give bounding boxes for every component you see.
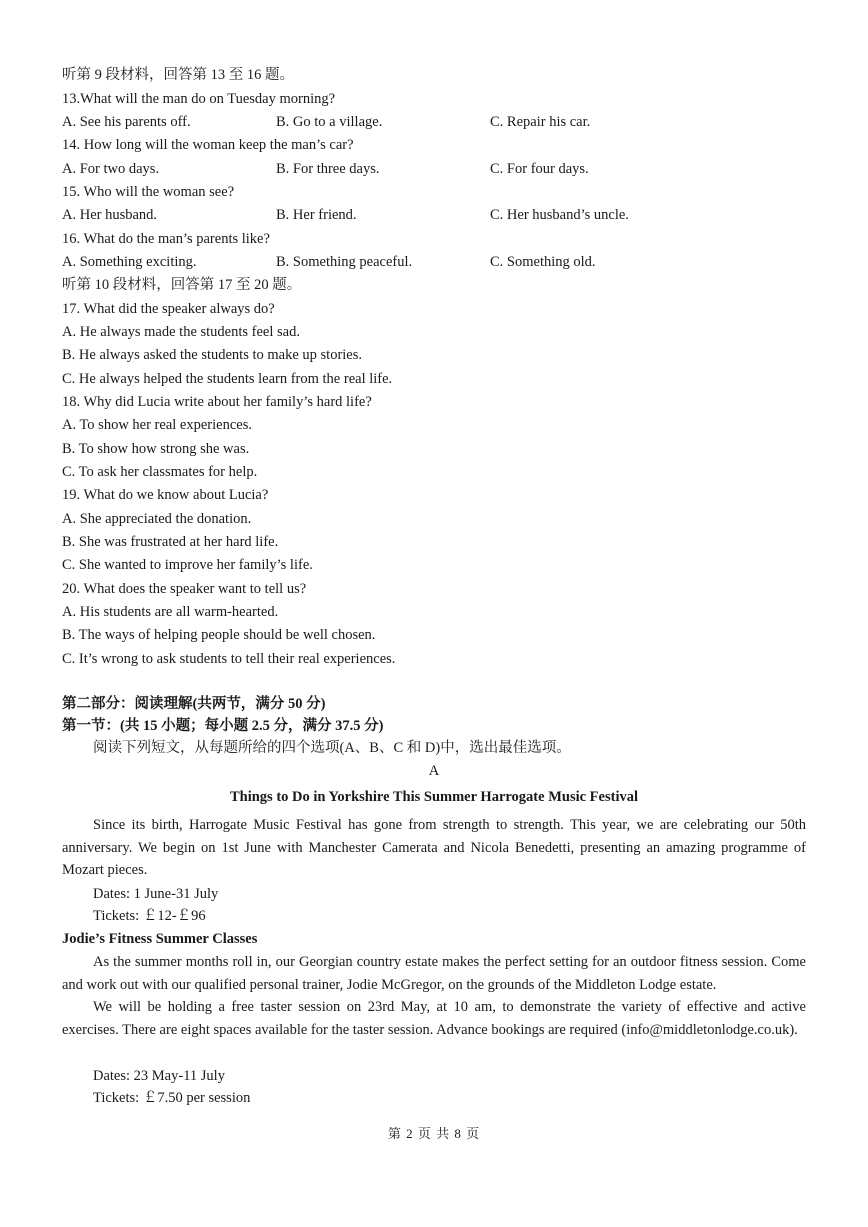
passage-letter: A [428,763,440,779]
question-19-stem: 19. What do we know about Lucia? [62,487,269,503]
question-17-option-a: A. He always made the students feel sad. [62,324,300,340]
question-19-option-b: B. She was frustrated at her hard life. [62,534,279,550]
question-13-stem: 13.What will the man do on Tuesday morning? [62,91,336,107]
listening-intro-10: 听第 10 段材料，回答第 17 至 20 题。 [62,277,302,293]
reading-instruction: 阅读下列短文，从每题所给的四个选项(A、B、C 和 D)中，选出最佳选项。 [93,740,571,756]
question-18-option-a: A. To show her real experiences. [62,417,252,433]
question-15-stem: 15. Who will the woman see? [62,184,235,200]
passage-title: Things to Do in Yorkshire This Summer Harrogate Music Festival [229,789,639,805]
question-18-stem: 18. Why did Lucia write about her family’s hard life? [62,394,372,410]
question-15-option-a: A. Her husband. [62,207,158,223]
question-15-option-b: B. Her friend. [276,207,357,223]
fitness-tickets: Tickets: ￡7.50 per session [93,1090,251,1106]
question-15-option-c: C. Her husband’s uncle. [490,207,629,223]
question-18-option-b: B. To show how strong she was. [62,441,250,457]
fitness-heading: Jodie’s Fitness Summer Classes [62,931,258,947]
fitness-dates: Dates: 23 May-11 July [93,1068,225,1084]
fitness-paragraph-1: As the summer months roll in, our Georgian country estate makes the perfect setting for an outdoor fitness session. Come and work out with our qualified personal trainer, Jodie McGregor, on the grounds of the Middleton Lodge estate. [62,954,806,993]
fitness-paragraph-2: We will be holding a free taster session on 23rd May, at 10 am, to demonstrate the variety of effective and active exercises. There are eight spaces available for the taster session. Advance bookings are required (info@middletonlodge.co.uk). [62,999,806,1038]
question-20-option-b: B. The ways of helping people should be well chosen. [62,627,376,643]
festival-paragraph: Since its birth, Harrogate Music Festival has gone from strength to strength. This year, we are celebrating our 50th anniversary. We begin on 1st June with Manchester Camerata and Nicola Benedetti, presenting an amazing programme of Mozart pieces. [62,817,806,878]
question-16-option-a: A. Something exciting. [62,254,197,270]
listening-intro-9: 听第 9 段材料，回答第 13 至 16 题。 [62,67,294,83]
question-18-option-c: C. To ask her classmates for help. [62,464,258,480]
question-14-option-b: B. For three days. [276,161,380,177]
question-20-option-c: C. It’s wrong to ask students to tell their real experiences. [62,651,396,667]
question-13-option-c: C. Repair his car. [490,114,591,130]
question-19-option-a: A. She appreciated the donation. [62,511,252,527]
festival-tickets: Tickets: ￡12-￡96 [93,908,206,924]
question-19-option-c: C. She wanted to improve her family’s life. [62,557,313,573]
reading-part-title: 第二部分：阅读理解(共两节，满分 50 分) [62,696,326,712]
festival-dates: Dates: 1 June-31 July [93,886,219,902]
question-14-stem: 14. How long will the woman keep the man’s car? [62,137,354,153]
question-16-option-b: B. Something peaceful. [276,254,413,270]
question-17-stem: 17. What did the speaker always do? [62,301,275,317]
reading-section-title: 第一节：(共 15 小题；每小题 2.5 分，满分 37.5 分) [62,718,384,734]
question-17-option-c: C. He always helped the students learn from the real life. [62,371,393,387]
page-number-footer: 第 2 页 共 8 页 [387,1126,481,1141]
question-16-stem: 16. What do the man’s parents like? [62,231,270,247]
question-14-option-c: C. For four days. [490,161,589,177]
question-13-option-a: A. See his parents off. [62,114,191,130]
question-17-option-b: B. He always asked the students to make up stories. [62,347,363,363]
question-14-option-a: A. For two days. [62,161,160,177]
question-20-stem: 20. What does the speaker want to tell us? [62,581,307,597]
question-13-option-b: B. Go to a village. [276,114,383,130]
question-20-option-a: A. His students are all warm-hearted. [62,604,279,620]
question-16-option-c: C. Something old. [490,254,596,270]
